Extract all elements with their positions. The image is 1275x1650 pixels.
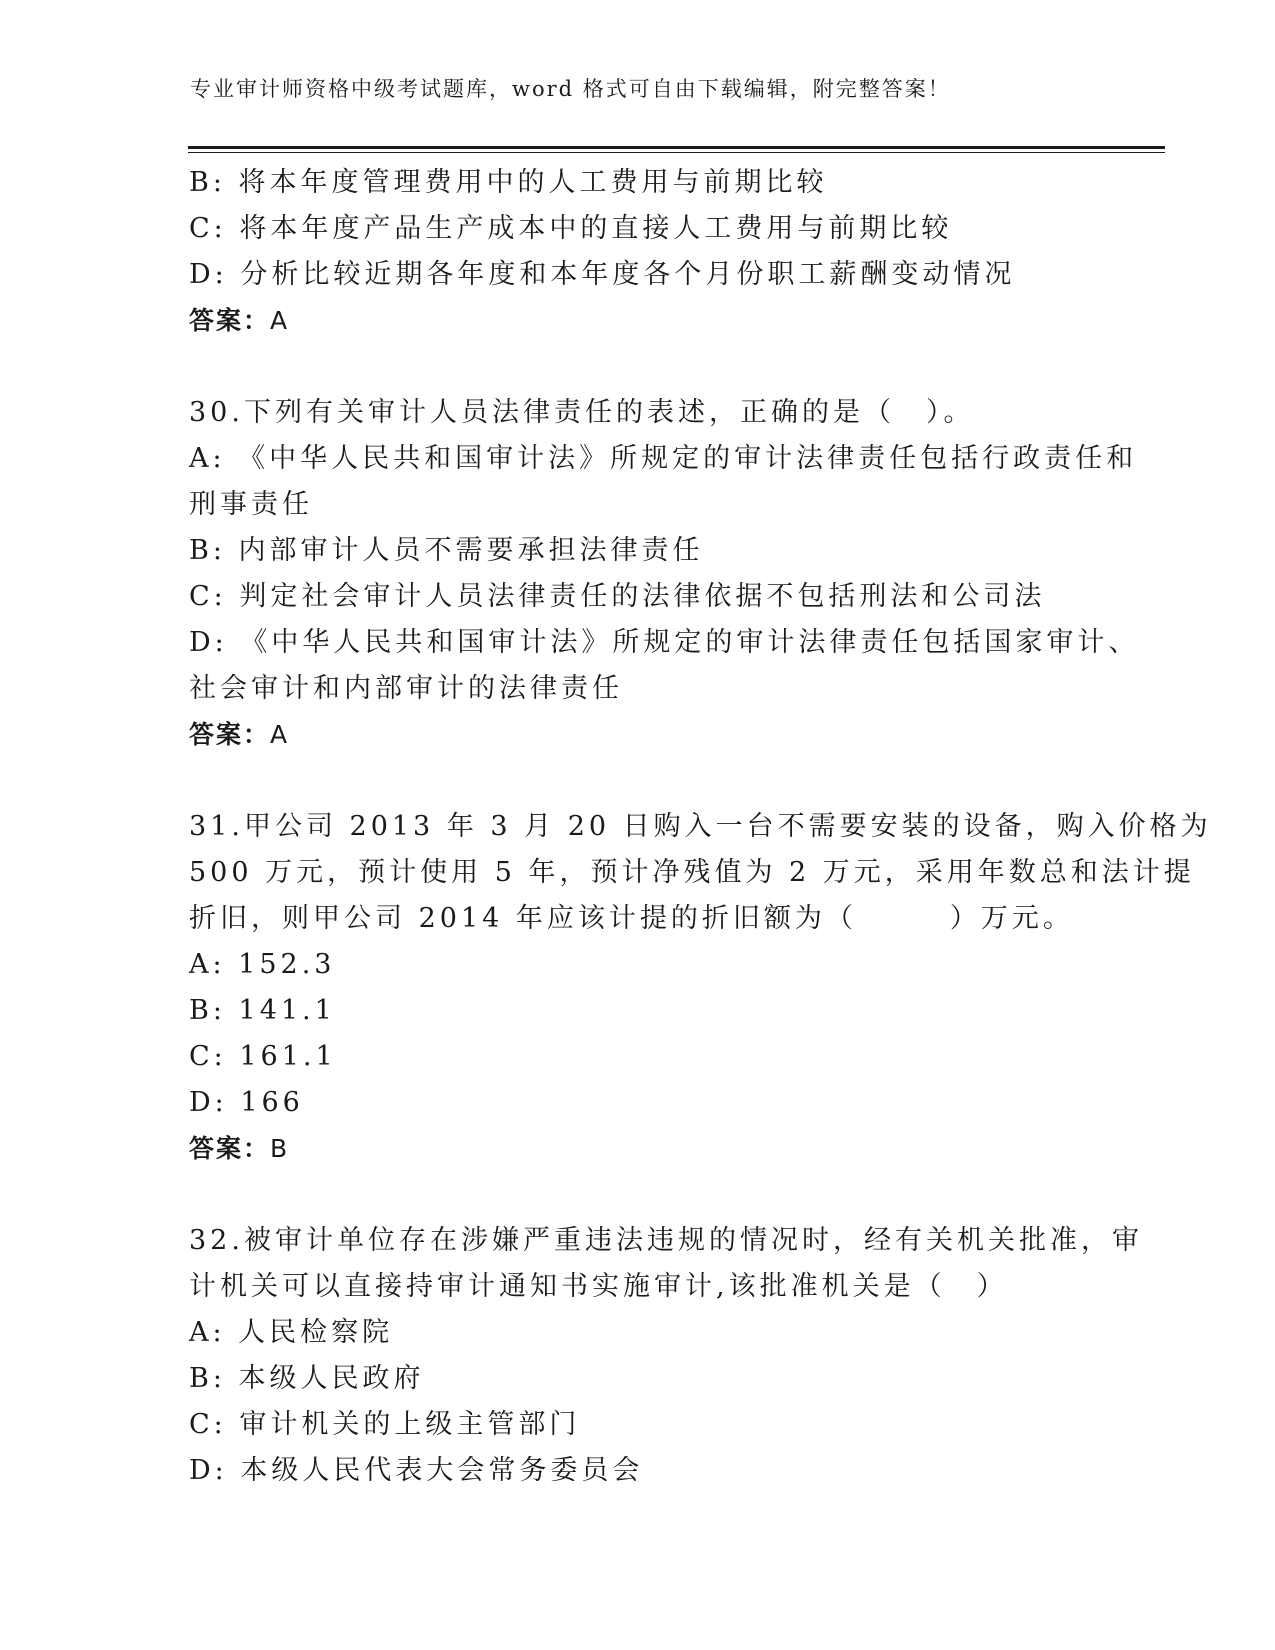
option-line: C: 将本年度产品生产成本中的直接人工费用与前期比较: [189, 213, 953, 244]
question-stem: 30.下列有关审计人员法律责任的表述，正确的是（ ）。: [189, 397, 975, 428]
question-gap: [189, 1172, 1089, 1218]
question-gap: [189, 344, 1089, 390]
option-line: B: 内部审计人员不需要承担法律责任: [189, 535, 704, 566]
question-32: [189, 1218, 1143, 1494]
option-line: B: 将本年度管理费用中的人工费用与前期比较: [189, 167, 828, 198]
option-line: 刑事责任: [189, 489, 313, 520]
question-stem: 500 万元，预计使用 5 年，预计净残值为 2 万元，采用年数总和法计提: [189, 857, 1195, 888]
option-line: D: 本级人民代表大会常务委员会: [189, 1455, 644, 1486]
question-gap: [189, 758, 1089, 804]
option-line: C: 判定社会审计人员法律责任的法律依据不包括刑法和公司法: [189, 581, 1046, 612]
option-line: 社会审计和内部审计的法律责任: [189, 673, 623, 704]
answer-value: B: [270, 1134, 290, 1163]
header-rule-thick: [188, 146, 1165, 149]
question-30: [189, 390, 1140, 758]
answer-line: [189, 298, 1089, 344]
option-line: D: 《中华人民共和国审计法》所规定的审计法律责任包括国家审计、: [189, 627, 1140, 658]
question-content: [189, 160, 1212, 1494]
option-line: A: 152.3: [189, 949, 336, 980]
answer-value: A: [270, 720, 290, 749]
option-line: B: 141.1: [189, 995, 336, 1026]
header-rule-thin: [188, 152, 1165, 153]
option-line: C: 161.1: [189, 1041, 337, 1072]
option-line: B: 本级人民政府: [189, 1363, 425, 1394]
answer-label: 答案：: [189, 306, 271, 335]
question-stem: 折旧，则甲公司 2014 年应该计提的折旧额为（ ）万元。: [189, 903, 1074, 934]
option-line: A: 《中华人民共和国审计法》所规定的审计法律责任包括行政责任和: [189, 443, 1138, 474]
answer-label: 答案：: [189, 1134, 271, 1163]
question-31: [189, 804, 1212, 1172]
page-header: 专业审计师资格中级考试题库，word 格式可自由下载编辑，附完整答案！: [190, 77, 951, 101]
option-line: D: 166: [189, 1087, 304, 1118]
question-stem: 32.被审计单位存在涉嫌严重违法违规的情况时，经有关机关批准，审: [189, 1225, 1143, 1256]
option-line: A: 人民检察院: [189, 1317, 394, 1348]
answer-value: A: [270, 306, 290, 335]
prev-question: [189, 160, 1089, 344]
question-stem: 31.甲公司 2013 年 3 月 20 日购入一台不需要安装的设备，购入价格为: [189, 811, 1212, 842]
question-stem: 计机关可以直接持审计通知书实施审计,该批准机关是（ ）: [189, 1271, 1008, 1302]
option-line: C: 审计机关的上级主管部门: [189, 1409, 581, 1440]
answer-line: [189, 712, 1089, 758]
option-line: D: 分析比较近期各年度和本年度各个月份职工薪酬变动情况: [189, 259, 1016, 290]
answer-line: [189, 1126, 1089, 1172]
answer-label: 答案：: [189, 720, 271, 749]
